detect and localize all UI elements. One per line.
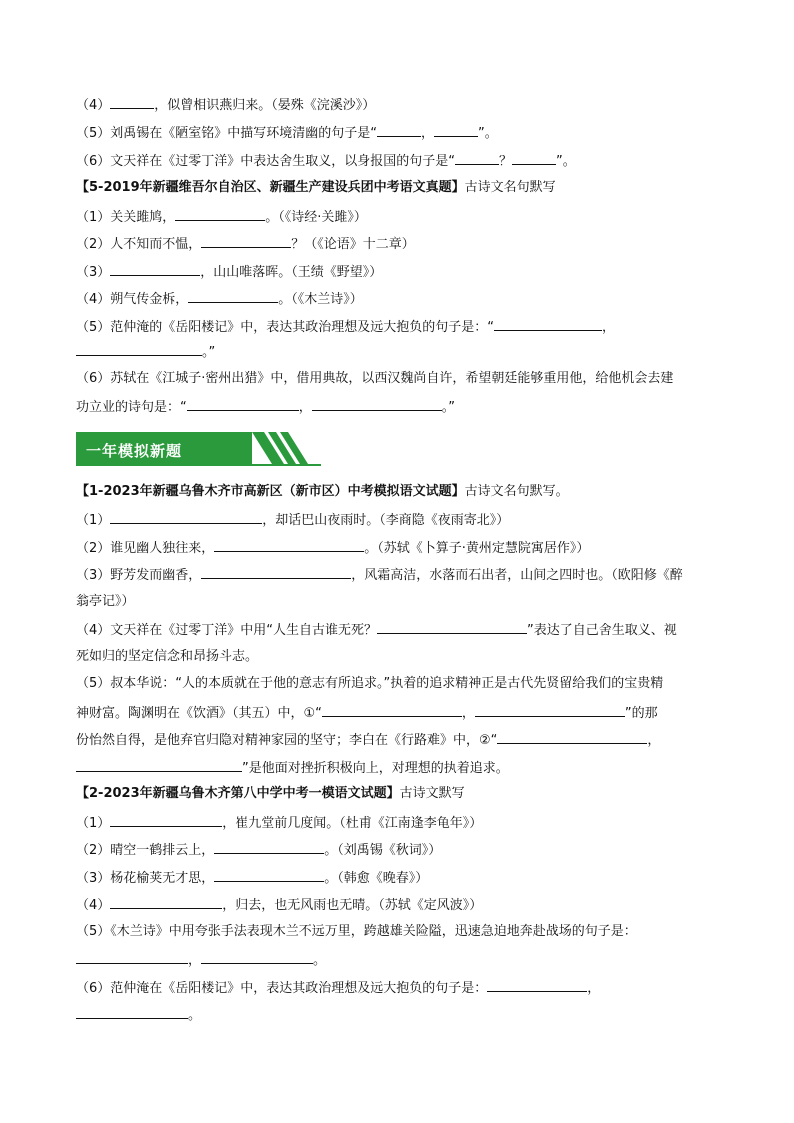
question-line: 翁亭记》） xyxy=(76,594,135,609)
banner-stripes-icon xyxy=(252,432,332,464)
section-banner xyxy=(76,432,321,466)
answer-blank[interactable] xyxy=(76,951,188,964)
question-line: 。 xyxy=(76,1006,201,1024)
question-line: （6）苏轼在《江城子·密州出猎》中，借用典故，以西汉魏尚自许，希望朝廷能够重用他，给他机会去建 xyxy=(76,371,674,386)
answer-blank[interactable] xyxy=(497,731,647,744)
answer-blank[interactable] xyxy=(487,979,587,992)
question-line: （2）人不知而不愠， ？（《论语》十二章） xyxy=(76,237,415,252)
answer-blank[interactable] xyxy=(201,235,291,248)
question-line: （5）《木兰诗》中用夸张手法表现木兰不远万里，跨越雄关险隘，迅速急迫地奔赴战场的句子是： xyxy=(76,924,637,939)
answer-blank[interactable] xyxy=(201,566,351,579)
question-line: ”是他面对挫折积极向上，对理想的执着追求。 xyxy=(76,759,509,777)
question-line: （2）谁见幽人独往来， 。（苏轼《卜算子·黄州定慧院寓居作》） xyxy=(76,541,590,556)
answer-blank[interactable] xyxy=(214,539,364,552)
answer-blank[interactable] xyxy=(214,841,324,854)
question-line: （1） ，崔九堂前几度闻。（杜甫《江南逢李龟年》） xyxy=(76,816,483,831)
question-line: （5）叔本华说：“人的本质就在于他的意志有所追求。”执着的追求精神正是古代先贤留给我们的宝贵精 xyxy=(76,676,664,691)
question-line: （1）关关雎鸠， 。（《诗经·关雎》） xyxy=(76,210,367,225)
question-line: （1） ，却话巴山夜雨时。（李商隐《夜雨寄北》） xyxy=(76,513,510,528)
question-header: 【1-2023年新疆乌鲁木齐市高新区（新市区）中考模拟语文试题】古诗文名句默写。 xyxy=(76,484,569,499)
answer-blank[interactable] xyxy=(434,124,478,137)
question-line: 神财富。陶渊明在《饮酒》（其五）中，①“ ， ”的那 xyxy=(76,706,658,721)
question-header: 【5-2019年新疆维吾尔自治区、新疆生产建设兵团中考语文真题】古诗文名句默写 xyxy=(76,180,556,195)
question-header: 【2-2023年新疆乌鲁木齐第八中学中考一模语文试题】古诗文默写 xyxy=(76,786,465,801)
question-line: 。” xyxy=(76,343,215,361)
question-line: （4） ，似曾相识燕归来。（晏殊《浣溪沙》） xyxy=(76,98,376,113)
answer-blank[interactable] xyxy=(475,704,625,717)
answer-blank[interactable] xyxy=(76,759,242,772)
banner-underline xyxy=(76,464,321,466)
question-line: （3） ，山山唯落晖。（王绩《野望》） xyxy=(76,265,383,280)
answer-blank[interactable] xyxy=(312,398,442,411)
question-line: （5）范仲淹的《岳阳楼记》中，表达其政治理想及远大抱负的句子是：“ ， xyxy=(76,320,616,335)
question-line: （4）文天祥在《过零丁洋》中用“人生自古谁无死？ ”表达了自己舍生取义、视 xyxy=(76,623,677,638)
section-title: 一年模拟新题 xyxy=(86,442,183,460)
answer-blank[interactable] xyxy=(214,869,324,882)
answer-blank[interactable] xyxy=(494,318,602,331)
answer-blank[interactable] xyxy=(110,263,200,276)
question-line: （3）杨花榆荚无才思， 。（韩愈《晚春》） xyxy=(76,871,429,886)
answer-blank[interactable] xyxy=(512,152,556,165)
question-line: ， 。 xyxy=(76,951,326,969)
question-line: 死如归的坚定信念和昂扬斗志。 xyxy=(76,649,259,664)
answer-blank[interactable] xyxy=(110,511,262,524)
answer-blank[interactable] xyxy=(175,208,265,221)
question-line: 功立业的诗句是：“ ， 。” xyxy=(76,400,456,415)
answer-blank[interactable] xyxy=(377,621,527,634)
question-line: （5）刘禹锡在《陋室铭》中描写环境清幽的句子是“ ， ”。 xyxy=(76,126,498,141)
question-line: （6）文天祥在《过零丁洋》中表达舍生取义，以身报国的句子是“ ？ ”。 xyxy=(76,154,576,169)
answer-blank[interactable] xyxy=(110,896,222,909)
question-line: （4）朔气传金柝， 。（《木兰诗》） xyxy=(76,292,363,307)
answer-blank[interactable] xyxy=(76,343,202,356)
answer-blank[interactable] xyxy=(322,704,462,717)
answer-blank[interactable] xyxy=(201,951,313,964)
question-line: （6）范仲淹在《岳阳楼记》中，表达其政治理想及远大抱负的句子是： ， xyxy=(76,981,601,996)
question-line: （2）晴空一鹤排云上， 。（刘禹锡《秋词》） xyxy=(76,843,442,858)
answer-blank[interactable] xyxy=(76,1006,188,1019)
question-line: （4） ，归去，也无风雨也无晴。（苏轼《定风波》） xyxy=(76,898,483,913)
answer-blank[interactable] xyxy=(110,814,222,827)
answer-blank[interactable] xyxy=(188,290,278,303)
question-line: 份怡然自得，是他弃官归隐对精神家园的坚守；李白在《行路难》中，②“ ， xyxy=(76,733,661,748)
answer-blank[interactable] xyxy=(455,152,499,165)
answer-blank[interactable] xyxy=(377,124,421,137)
answer-blank[interactable] xyxy=(110,96,154,109)
question-line: （3）野芳发而幽香， ，风霜高洁，水落而石出者，山间之四时也。（欧阳修《醉 xyxy=(76,568,683,583)
answer-blank[interactable] xyxy=(187,398,299,411)
